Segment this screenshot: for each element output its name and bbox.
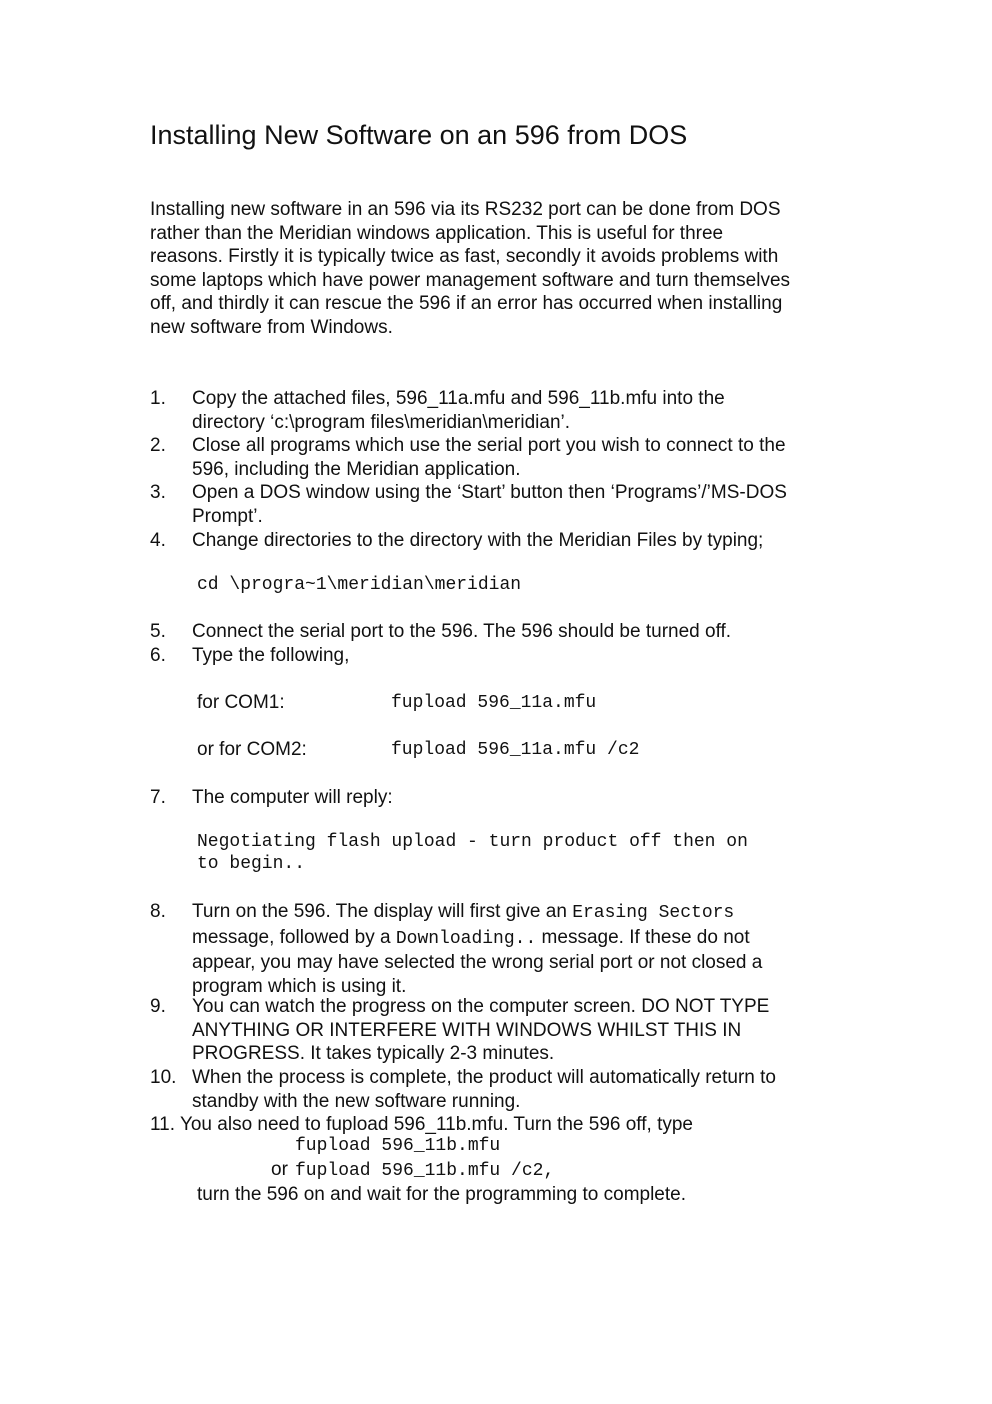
step-11-or: or	[271, 1159, 288, 1180]
step-text	[192, 900, 850, 926]
com2-command: fupload 596_11a.mfu /c2	[391, 740, 640, 760]
step-text: Change directories to the directory with the Meridian Files by typing;	[192, 530, 764, 551]
step-text: 596, including the Meridian application.	[192, 458, 521, 480]
step-number: 9.	[150, 996, 166, 1017]
downloading-message: Downloading..	[395, 928, 537, 949]
step-10	[150, 1066, 850, 1113]
step-text: Prompt’.	[192, 505, 263, 527]
step-text: PROGRESS. It takes typically 2-3 minutes.	[192, 1043, 555, 1065]
step-text: You can watch the progress on the computer screen. DO NOT TYPE	[192, 996, 770, 1017]
intro-line: some laptops which have power management software and turn themselves	[150, 269, 791, 291]
step-number: 3.	[150, 482, 166, 503]
step-text: program which is using it.	[192, 975, 407, 997]
step-text: Type the following,	[192, 645, 350, 666]
intro-line: off, and thirdly it can rescue the 596 if an error has occurred when installing	[150, 293, 783, 315]
step-text: standby with the new software running.	[192, 1090, 521, 1112]
com1-command: fupload 596_11a.mfu	[391, 693, 597, 713]
step-text: Close all programs which use the serial port you wish to connect to the	[192, 435, 786, 456]
step-text: directory ‘c:\program files\meridian\meridian’.	[192, 411, 571, 433]
step-text: When the process is complete, the product will automatically return to	[192, 1067, 776, 1088]
reply-message	[197, 831, 748, 875]
step-7	[150, 786, 850, 810]
step-11-command-com2: fupload 596_11b.mfu /c2,	[295, 1161, 555, 1181]
intro-line: Installing new software in an 596 via its RS232 port can be done from DOS	[150, 199, 781, 220]
step-8	[150, 900, 850, 998]
step-number: 8.	[150, 901, 166, 922]
step-text-segment: message. If these do not	[536, 926, 750, 948]
step-text: appear, you may have selected the wrong serial port or not closed a	[192, 952, 763, 974]
step-text-segment: message, followed by a	[192, 926, 396, 948]
step-3	[150, 481, 850, 528]
step-number: 1.	[150, 388, 166, 409]
step-4	[150, 529, 850, 553]
step-text: Open a DOS window using the ‘Start’ button then ‘Programs’/’MS-DOS	[192, 482, 787, 503]
step-text: Connect the serial port to the 596. The 596 should be turned off.	[192, 621, 732, 642]
step-number: 10.	[150, 1067, 177, 1088]
step-2	[150, 434, 850, 481]
reply-line: to begin..	[197, 854, 306, 874]
step-5	[150, 620, 850, 644]
step-6	[150, 644, 850, 668]
com1-label: for COM1:	[197, 692, 285, 713]
intro-line: new software from Windows.	[150, 316, 393, 338]
erasing-sectors-message: Erasing Sectors	[572, 903, 735, 923]
step-text: Copy the attached files, 596_11a.mfu and 596_11b.mfu into the	[192, 388, 725, 409]
step-11-command: fupload 596_11b.mfu	[295, 1136, 501, 1156]
step-text-segment: Turn on the 596. The display will first give an	[192, 901, 573, 922]
cd-command: cd \progra~1\meridian\meridian	[197, 575, 522, 595]
reply-line: Negotiating flash upload - turn product off then on	[197, 832, 748, 852]
step-number: 2.	[150, 435, 166, 456]
page-title: Installing New Software on an 596 from DOS	[150, 120, 688, 150]
step-11-text: 11. You also need to fupload 596_11b.mfu. Turn the 596 off, type	[150, 1114, 693, 1135]
com2-label: or for COM2:	[197, 739, 307, 760]
step-text: ANYTHING OR INTERFERE WITH WINDOWS WHILST THIS IN	[192, 1019, 742, 1041]
intro-line: reasons. Firstly it is typically twice as fast, secondly it avoids problems with	[150, 246, 779, 268]
intro-paragraph	[150, 198, 840, 340]
step-9	[150, 995, 850, 1066]
step-number: 4.	[150, 530, 166, 551]
step-number: 7.	[150, 787, 166, 808]
step-number: 6.	[150, 645, 166, 666]
step-11-text: turn the 596 on and wait for the programming to complete.	[197, 1184, 686, 1205]
step-1	[150, 387, 850, 434]
intro-line: rather than the Meridian windows application. This is useful for three	[150, 222, 724, 244]
step-text: The computer will reply:	[192, 787, 393, 808]
step-text	[192, 926, 850, 952]
step-number: 5.	[150, 621, 166, 642]
